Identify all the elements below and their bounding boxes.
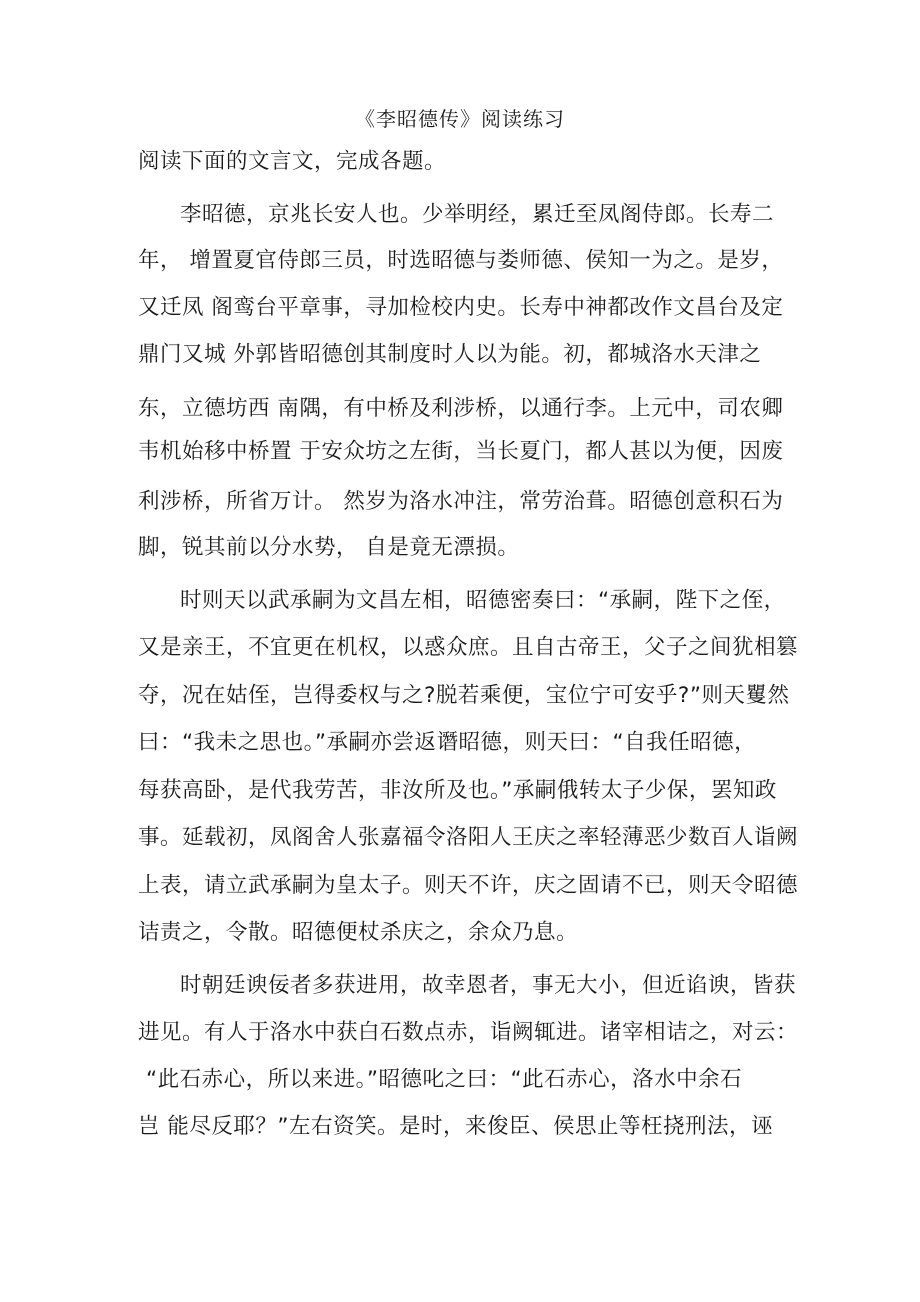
paragraph-line: 诘责之，令散。昭德便杖杀庆之，余众乃息。 — [138, 920, 579, 945]
instruction-line: 阅读下面的文言文，完成各题。 — [138, 149, 447, 174]
paragraph-line: 韦机始移中桥置 于安众坊之左街，当长夏门，都人甚以为便，因废 — [138, 439, 784, 464]
paragraph-line: 夺，况在姑侄，岂得委权与之?脱若乘便，宝位宁可安乎?”则天矍然 — [138, 683, 790, 708]
paragraph-line: 上表，请立武承嗣为皇太子。则天不许，庆之固请不已，则天令昭德 — [138, 873, 799, 898]
paragraph-line: 东，立德坊西 南隅，有中桥及利涉桥，以通行李。上元中，司农卿 — [138, 396, 784, 421]
paragraph-line: 鼎门又城 外郭皆昭德创其制度时人以为能。初，都城洛水天津之 — [138, 342, 762, 367]
document-title: 《李昭德传》阅读练习 — [355, 107, 565, 131]
paragraph-line: 年， 增置夏官侍郎三员，时选昭德与娄师德、侯知一为之。是岁， — [138, 248, 784, 273]
paragraph-line: 又是亲王，不宜更在机权，以惑众庶。且自古帝王，父子之间犹相篡 — [138, 635, 799, 660]
paragraph-line: 时朝廷谀佞者多获进用，故幸恩者，事无大小，但近谄谀，皆获 — [180, 973, 797, 998]
paragraph-line: 又迁凤 阁鸾台平章事，寻加检校内史。长寿中神都改作文昌台及定 — [138, 295, 784, 320]
paragraph-line: 利涉桥，所省万计。 然岁为洛水冲注，常劳治葺。昭德创意积石为 — [138, 489, 784, 514]
paragraph-line: 李昭德，京兆长安人也。少举明经，累迁至凤阁侍郎。长寿二 — [180, 202, 775, 227]
paragraph-line: 每获高卧，是代我劳苦，非汝所及也。”承嗣俄转太子少保，罢知政 — [138, 778, 777, 803]
paragraph-line: 进见。有人于洛水中获白石数点赤，诣阙辄进。诸宰相诘之，对云： — [138, 1020, 799, 1045]
paragraph-line: 岂 能尽反耶？”左右资笑。是时，来俊臣、侯思止等枉挠刑法，诬 — [138, 1114, 773, 1139]
paragraph-line: “此石赤心，所以来进。”昭德叱之曰：“此石赤心，洛水中余石 — [146, 1067, 743, 1092]
paragraph-line: 脚，锐其前以分水势， 自是竟无漂损。 — [138, 535, 520, 560]
paragraph-line: 事。延载初，凤阁舍人张嘉福令洛阳人王庆之率轻薄恶少数百人诣阙 — [138, 825, 799, 850]
paragraph-line: 曰：“我未之思也。”承嗣亦尝返谮昭德，则天曰：“自我任昭德， — [138, 730, 757, 755]
paragraph-line: 时则天以武承嗣为文昌左相，昭德密奏曰：“承嗣，陛下之侄， — [180, 588, 786, 613]
